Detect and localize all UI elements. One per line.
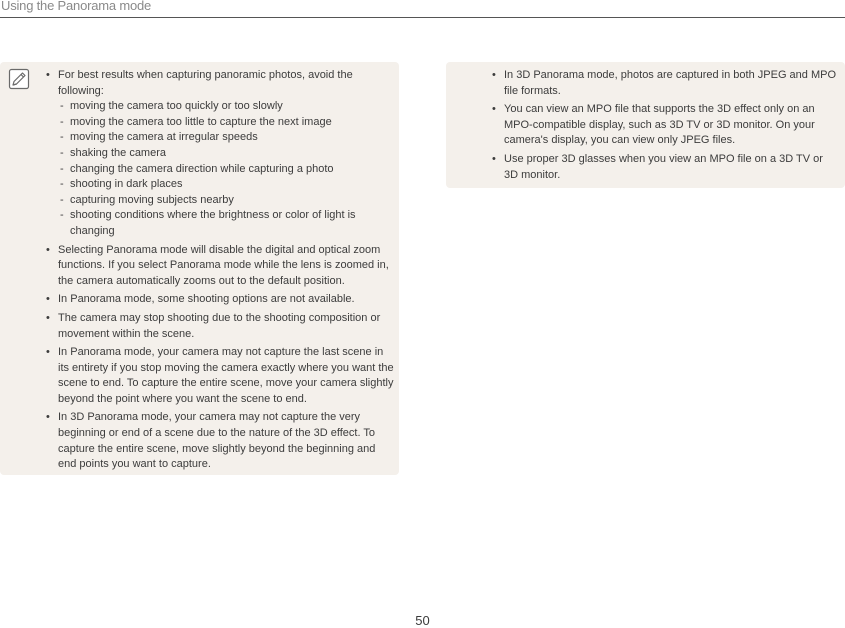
list-item xyxy=(46,68,394,240)
list-item: • Use proper 3D glasses when you view an MPO file on a 3D TV or 3D monitor. xyxy=(492,152,838,183)
page-header xyxy=(0,0,845,18)
list-item: • In Panorama mode, your camera may not capture the last scene in its entirety if you stop moving the camera exactly where you want the scene to end. To capture the entire scene, move your camera slightly beyond the point where you want the scene to end. xyxy=(46,345,394,407)
list-item: • The camera may stop shooting due to the shooting composition or movement within the scene. xyxy=(46,311,394,342)
sub-list-item: - shooting conditions where the brightness or color of light is changing xyxy=(58,208,394,239)
sub-list-item: - shooting in dark places xyxy=(58,177,394,193)
note-list-left xyxy=(46,68,394,476)
list-item: • Selecting Panorama mode will disable the digital and optical zoom functions. If you select Panorama mode while the lens is zoomed in, the camera automatically zooms out to the default position. xyxy=(46,243,394,290)
sub-list-item: - moving the camera too quickly or too slowly xyxy=(58,99,394,115)
sub-list-item: - moving the camera at irregular speeds xyxy=(58,130,394,146)
section-title: Using the Panorama mode xyxy=(1,0,152,13)
sub-list-item: - capturing moving subjects nearby xyxy=(58,193,394,209)
note-box-right xyxy=(446,62,845,188)
sub-list-item: - shaking the camera xyxy=(58,146,394,162)
note-box-left xyxy=(0,62,399,475)
list-item: • You can view an MPO file that supports the 3D effect only on an MPO-compatible display, such as 3D TV or 3D monitor. On your camera's display, you can view only JPEG files. xyxy=(492,102,838,149)
note-pencil-icon xyxy=(8,68,30,90)
list-item-text: For best results when capturing panoramic photos, avoid the following: xyxy=(58,69,353,97)
list-item: • In 3D Panorama mode, photos are captured in both JPEG and MPO file formats. xyxy=(492,68,838,99)
note-list-right xyxy=(492,68,838,186)
list-item: • In Panorama mode, some shooting options are not available. xyxy=(46,292,394,308)
page-number: 50 xyxy=(415,613,430,628)
sub-list xyxy=(58,99,394,239)
sub-list-item: - moving the camera too little to capture the next image xyxy=(58,115,394,131)
list-item: • In 3D Panorama mode, your camera may not capture the very beginning or end of a scene due to the nature of the 3D effect. To capture the entire scene, move slightly beyond the beginning and end points you want to capture. xyxy=(46,410,394,472)
sub-list-item: - changing the camera direction while capturing a photo xyxy=(58,162,394,178)
